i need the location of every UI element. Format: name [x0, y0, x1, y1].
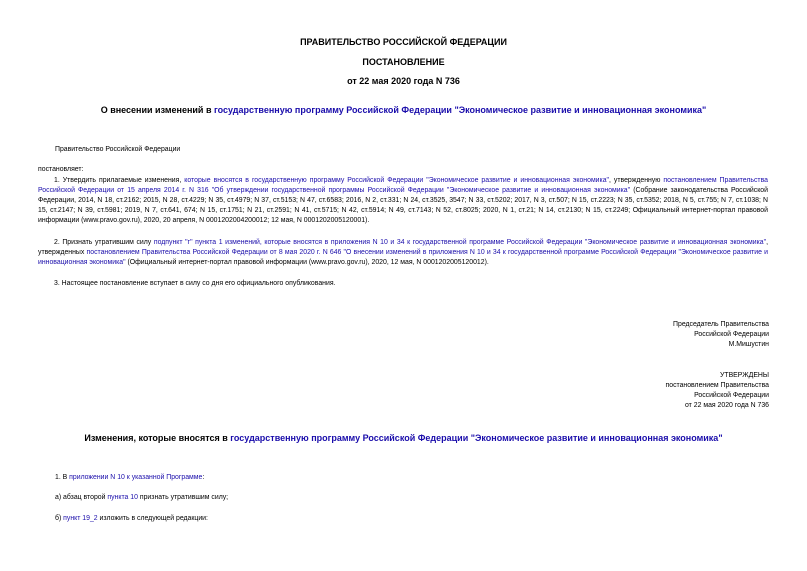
title-prefix: О внесении изменений в — [100, 105, 214, 115]
paragraph-2 — [38, 238, 768, 268]
p2-resolution-link[interactable]: постановлением Правительства Российской Федерации от 8 мая 2020 г. N 646 "О внесении изменений в приложения N 10 и 34 к государственной программе Российской Федерации "Экономическое развитие и инновационная экономика" — [38, 249, 768, 266]
signature-block — [673, 320, 769, 350]
point-10-link[interactable]: пункта 10 — [107, 494, 138, 501]
change-item-b — [55, 514, 208, 524]
issuer: Правительство Российской Федерации — [55, 146, 181, 153]
item-a-text-a: а) абзац второй — [55, 494, 108, 501]
p2-subpoint-link[interactable]: подпункт "г" пункта 1 изменений, которые вносятся в приложения N 10 и 34 к государственной программе Российской Федерации "Экономическое развитие и инновационная экономика" — [153, 239, 767, 246]
p1-changes-link[interactable]: которые вносятся в государственную программу Российской Федерации "Экономическое развитие и инновационная экономика" — [184, 177, 609, 184]
changes-title-link[interactable]: государственную программу Российской Федерации "Экономическое развитие и инновационная экономика" — [230, 433, 723, 443]
paragraph-1 — [38, 176, 768, 226]
change-item-1 — [55, 473, 204, 483]
changes-title — [0, 433, 807, 443]
signature-line-3: М.Мишустин — [728, 341, 769, 348]
p1-text-b: , утвержденную — [608, 177, 664, 184]
p2-text-a: 2. Признать утратившим силу — [54, 239, 154, 246]
document-title — [0, 105, 807, 115]
document-date: от 22 мая 2020 года N 736 — [347, 76, 460, 86]
item1-text-b: : — [202, 474, 205, 481]
change-item-a — [55, 493, 228, 503]
point-19-2-link[interactable]: пункт 19_2 — [63, 515, 98, 522]
item-b-text-b: изложить в следующей редакции: — [97, 515, 208, 522]
title-program-link[interactable]: государственную программу Российской Федерации "Экономическое развитие и инновационная экономика" — [213, 105, 707, 115]
item-b-text-a: б) — [55, 515, 64, 522]
p1-text-a: 1. Утвердить прилагаемые изменения, — [54, 177, 185, 184]
paragraph-3: 3. Настоящее постановление вступает в силу со дня его официального опубликования. — [54, 280, 336, 287]
item1-text-a: 1. В — [55, 474, 70, 481]
resolves: постановляет: — [38, 166, 84, 173]
approved-block — [666, 371, 770, 411]
approved-line-3: Российской Федерации — [694, 392, 769, 399]
government-heading: ПРАВИТЕЛЬСТВО РОССИЙСКОЙ ФЕДЕРАЦИИ — [300, 37, 507, 47]
approved-line-1: УТВЕРЖДЕНЫ — [720, 372, 769, 379]
approved-line-2: постановлением Правительства — [665, 382, 769, 389]
signature-line-1: Председатель Правительства — [673, 321, 769, 328]
changes-title-prefix: Изменения, которые вносятся в — [84, 433, 231, 443]
p2-text-b: , утвержденных — [38, 239, 768, 256]
p1-text-c: (Собрание законодательства Российской Федерации, 2014, N 18, ст.2162; 2015, N 28, ст.4229; N 35, ст.4979; N 37, ст.5153; N 47, ст.6583; 2016, N 2, ст.331; N 24, ст.3525, 3547; N 33, ст.5202; 2017, N 3, ст.507; N 15, ст.2223; N 35, ст.5352; 2018, N 5, ст.755; N 7, ст.1038; N 15, ст.2147; N 39, ст.5981; 2019, N 7, ст.641, 674; N 15, ст.1751; N 21, ст.2591; N 41, ст.5715; N 42, ст.5914; N 49, ст.7143; N 52, ст.8025; 2020, N 1, ст.21; N 14, ст.2130; N 15, ст.2249; Официальный интернет-портал правовой информации (www.pravo.gov.ru), 2020, 20 апреля, N 0001202004200012; 12 мая, N 0001202005120001). — [38, 187, 768, 224]
signature-line-2: Российской Федерации — [694, 331, 769, 338]
document-type: ПОСТАНОВЛЕНИЕ — [362, 57, 445, 67]
approved-line-4: от 22 мая 2020 года N 736 — [685, 402, 769, 409]
appendix-10-link[interactable]: приложении N 10 к указанной Программе — [69, 474, 203, 481]
p2-text-c: (Официальный интернет-портал правовой информации (www.pravo.gov.ru), 2020, 12 мая, N 0001202005120012). — [125, 259, 489, 266]
item-a-text-b: признать утратившим силу; — [137, 494, 229, 501]
p1-resolution-link[interactable]: постановлением Правительства Российской Федерации от 15 апреля 2014 г. N 316 "Об утверждении государственной программы Российской Федерации "Экономическое развитие и инновационная экономика" — [38, 177, 768, 194]
